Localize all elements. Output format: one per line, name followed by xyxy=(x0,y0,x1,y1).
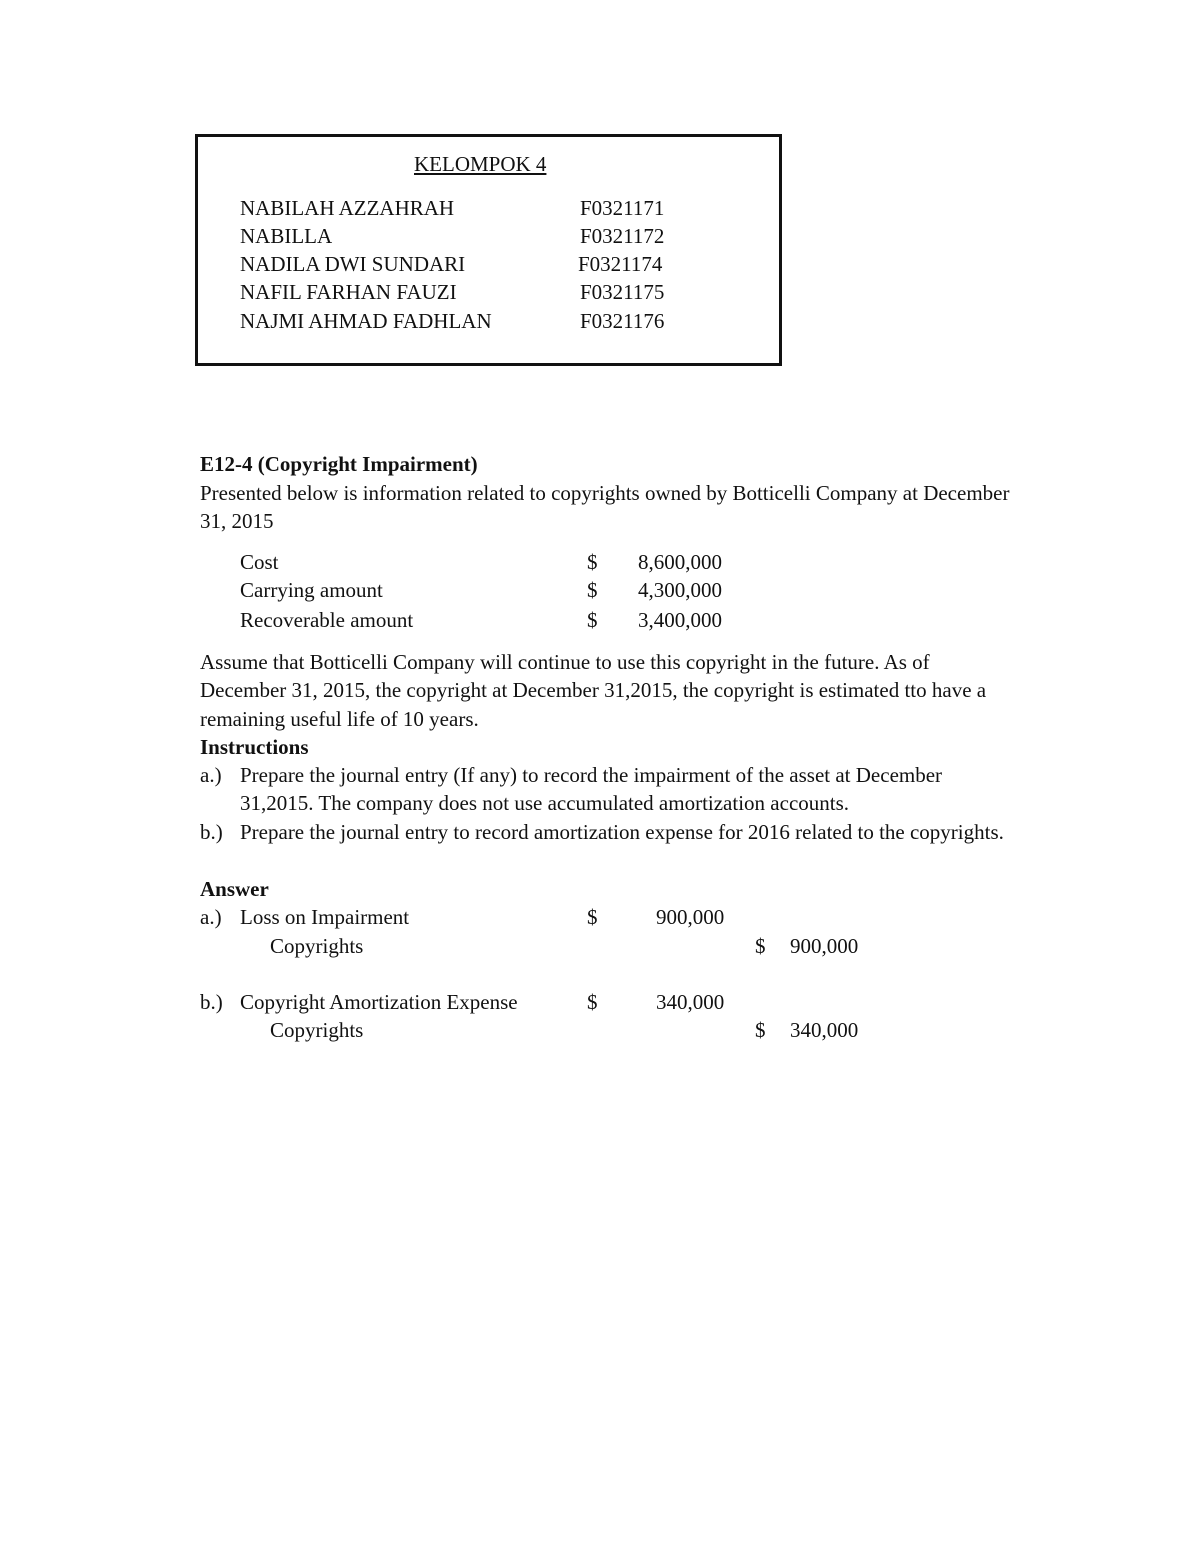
member-id: F0321175 xyxy=(580,280,665,304)
debit-amount: 900,000 xyxy=(656,905,725,929)
instruction-marker: b.) xyxy=(200,820,223,844)
member-id: F0321174 xyxy=(578,252,663,276)
entry-marker: a.) xyxy=(200,905,222,929)
exercise-heading: E12-4 (Copyright Impairment) xyxy=(200,452,478,476)
member-id: F0321172 xyxy=(580,224,665,248)
table-currency: $ xyxy=(587,578,598,602)
credit-currency: $ xyxy=(755,1018,766,1042)
instruction-text: 31,2015. The company does not use accumulated amortization accounts. xyxy=(240,791,850,815)
credit-amount: 340,000 xyxy=(790,1018,859,1042)
entry-marker: b.) xyxy=(200,990,223,1014)
instruction-text: Prepare the journal entry (If any) to record the impairment of the asset at December xyxy=(240,763,943,787)
table-amount: 8,600,000 xyxy=(638,550,722,574)
debit-amount: 340,000 xyxy=(656,990,725,1014)
debit-account: Copyright Amortization Expense xyxy=(240,990,518,1014)
intro-text: Presented below is information related to copyrights owned by Botticelli Company at December xyxy=(200,481,1010,505)
member-name: NABILAH AZZAHRAH xyxy=(240,196,455,220)
debit-currency: $ xyxy=(587,905,598,929)
instructions-heading: Instructions xyxy=(200,735,309,759)
intro-text: 31, 2015 xyxy=(200,509,274,533)
member-name: NAFIL FARHAN FAUZI xyxy=(240,280,457,304)
assume-text: Assume that Botticelli Company will continue to use this copyright in the future. As of xyxy=(200,650,930,674)
table-label: Carrying amount xyxy=(240,578,383,602)
instruction-text: Prepare the journal entry to record amortization expense for 2016 related to the copyrights. xyxy=(240,820,1004,844)
member-name: NADILA DWI SUNDARI xyxy=(240,252,466,276)
table-currency: $ xyxy=(587,608,598,632)
member-id: F0321176 xyxy=(580,309,665,333)
credit-currency: $ xyxy=(755,934,766,958)
assume-text: remaining useful life of 10 years. xyxy=(200,707,479,731)
credit-account: Copyrights xyxy=(270,934,364,958)
debit-account: Loss on Impairment xyxy=(240,905,410,929)
credit-amount: 900,000 xyxy=(790,934,859,958)
debit-currency: $ xyxy=(587,990,598,1014)
credit-account: Copyrights xyxy=(270,1018,364,1042)
table-label: Recoverable amount xyxy=(240,608,414,632)
instruction-marker: a.) xyxy=(200,763,222,787)
answer-heading: Answer xyxy=(200,877,269,901)
member-name: NAJMI AHMAD FADHLAN xyxy=(240,309,492,333)
member-name: NABILLA xyxy=(240,224,333,248)
table-amount: 4,300,000 xyxy=(638,578,722,602)
table-label: Cost xyxy=(240,550,279,574)
group-title: KELOMPOK 4 xyxy=(414,152,547,176)
member-id: F0321171 xyxy=(580,196,665,220)
table-currency: $ xyxy=(587,550,598,574)
assume-text: December 31, 2015, the copyright at December 31,2015, the copyright is estimated tto have a xyxy=(200,678,987,702)
table-amount: 3,400,000 xyxy=(638,608,722,632)
